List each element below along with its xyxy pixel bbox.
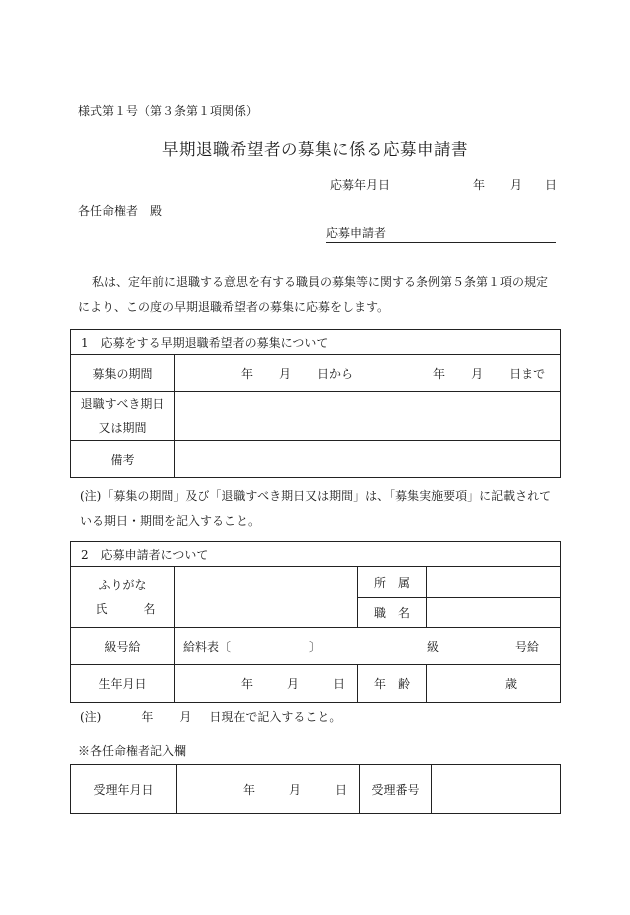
affiliation-label: 所 属 bbox=[358, 567, 427, 598]
declaration-body: 私は、定年前に退職する意思を有する職員の募集等に関する条例第５条第１項の規定により、この度の早期退職希望者の募集に応募をします。 bbox=[78, 275, 549, 314]
position-field[interactable] bbox=[427, 598, 561, 628]
retirement-label-line2: 又は期間 bbox=[98, 421, 147, 435]
name-label bbox=[71, 567, 175, 628]
section1-title: 1 応募をする早期退職希望者の募集について bbox=[71, 330, 561, 355]
remarks-label: 備考 bbox=[71, 441, 175, 478]
form-number: 様式第１号（第３条第１項関係） bbox=[78, 104, 259, 118]
grade-step-label: 級号給 bbox=[71, 628, 175, 665]
note-2-month: 月 bbox=[179, 710, 192, 724]
retirement-date-field[interactable] bbox=[175, 392, 561, 441]
received-number-label: 受理番号 bbox=[360, 765, 432, 814]
period-from-year: 年 bbox=[241, 366, 254, 381]
section2-title: 2 応募申請者について bbox=[71, 542, 561, 567]
birth-month-unit: 月 bbox=[287, 677, 300, 691]
birth-year-unit: 年 bbox=[241, 677, 254, 691]
note-2-year: 年 bbox=[141, 710, 154, 724]
addressee: 各任命権者 殿 bbox=[78, 204, 163, 218]
received-month-unit: 月 bbox=[289, 782, 302, 797]
received-number-field[interactable] bbox=[432, 765, 561, 814]
application-day-label: 日 bbox=[545, 178, 558, 192]
birth-date-label: 生年月日 bbox=[71, 665, 175, 703]
period-from-day: 日から bbox=[317, 366, 354, 381]
age-label: 年 齢 bbox=[358, 665, 427, 703]
note-2-prefix: (注) bbox=[80, 710, 102, 724]
received-date-label: 受理年月日 bbox=[71, 765, 177, 814]
period-field[interactable] bbox=[175, 355, 561, 392]
period-to-year: 年 bbox=[433, 366, 446, 381]
position-label: 職 名 bbox=[358, 598, 427, 628]
age-field[interactable] bbox=[427, 665, 561, 703]
remarks-field[interactable] bbox=[175, 441, 561, 478]
furigana-label: ふりがな bbox=[98, 578, 147, 592]
period-from-month: 月 bbox=[279, 366, 292, 381]
age-unit: 歳 bbox=[505, 677, 518, 691]
applicant-label: 応募申請者 bbox=[326, 226, 387, 240]
section1-table bbox=[70, 329, 561, 478]
period-to-month: 月 bbox=[471, 366, 484, 381]
application-month-label: 月 bbox=[510, 178, 523, 192]
retirement-date-label bbox=[71, 392, 175, 441]
step-unit: 号給 bbox=[515, 639, 540, 654]
grade-unit: 級 bbox=[427, 639, 440, 654]
note-2 bbox=[80, 708, 341, 725]
section2-table bbox=[70, 541, 561, 703]
section3-table bbox=[70, 764, 561, 814]
grade-step-field[interactable] bbox=[175, 628, 561, 665]
appointer-section-label: ※各任命権者記入欄 bbox=[78, 744, 187, 758]
received-day-unit: 日 bbox=[335, 782, 348, 797]
note-1 bbox=[80, 484, 560, 534]
name-text: 氏 名 bbox=[95, 602, 156, 616]
application-date-label: 応募年月日 bbox=[330, 178, 391, 192]
application-year-label: 年 bbox=[473, 178, 486, 192]
note-1-text: (注)「募集の期間」及び「退職すべき期日又は期間」は、「募集実施要項」に記載されている期日・期間を記入すること。 bbox=[80, 489, 552, 528]
name-field[interactable] bbox=[175, 567, 358, 628]
retirement-label-line1: 退職すべき期日 bbox=[80, 397, 165, 411]
salary-table-label: 給料表〔 bbox=[183, 639, 232, 654]
period-label: 募集の期間 bbox=[71, 355, 175, 392]
salary-table-close: 〕 bbox=[309, 639, 322, 654]
birth-date-field[interactable] bbox=[175, 665, 358, 703]
applicant-signature-line[interactable] bbox=[326, 224, 556, 243]
affiliation-field[interactable] bbox=[427, 567, 561, 598]
received-year-unit: 年 bbox=[243, 782, 256, 797]
declaration-text bbox=[78, 270, 558, 320]
page-title: 早期退職希望者の募集に係る応募申請書 bbox=[162, 140, 468, 159]
note-2-suffix: 日現在で記入すること。 bbox=[209, 710, 342, 724]
period-to-day: 日まで bbox=[509, 366, 546, 381]
birth-day-unit: 日 bbox=[333, 677, 346, 691]
received-date-field[interactable] bbox=[177, 765, 360, 814]
